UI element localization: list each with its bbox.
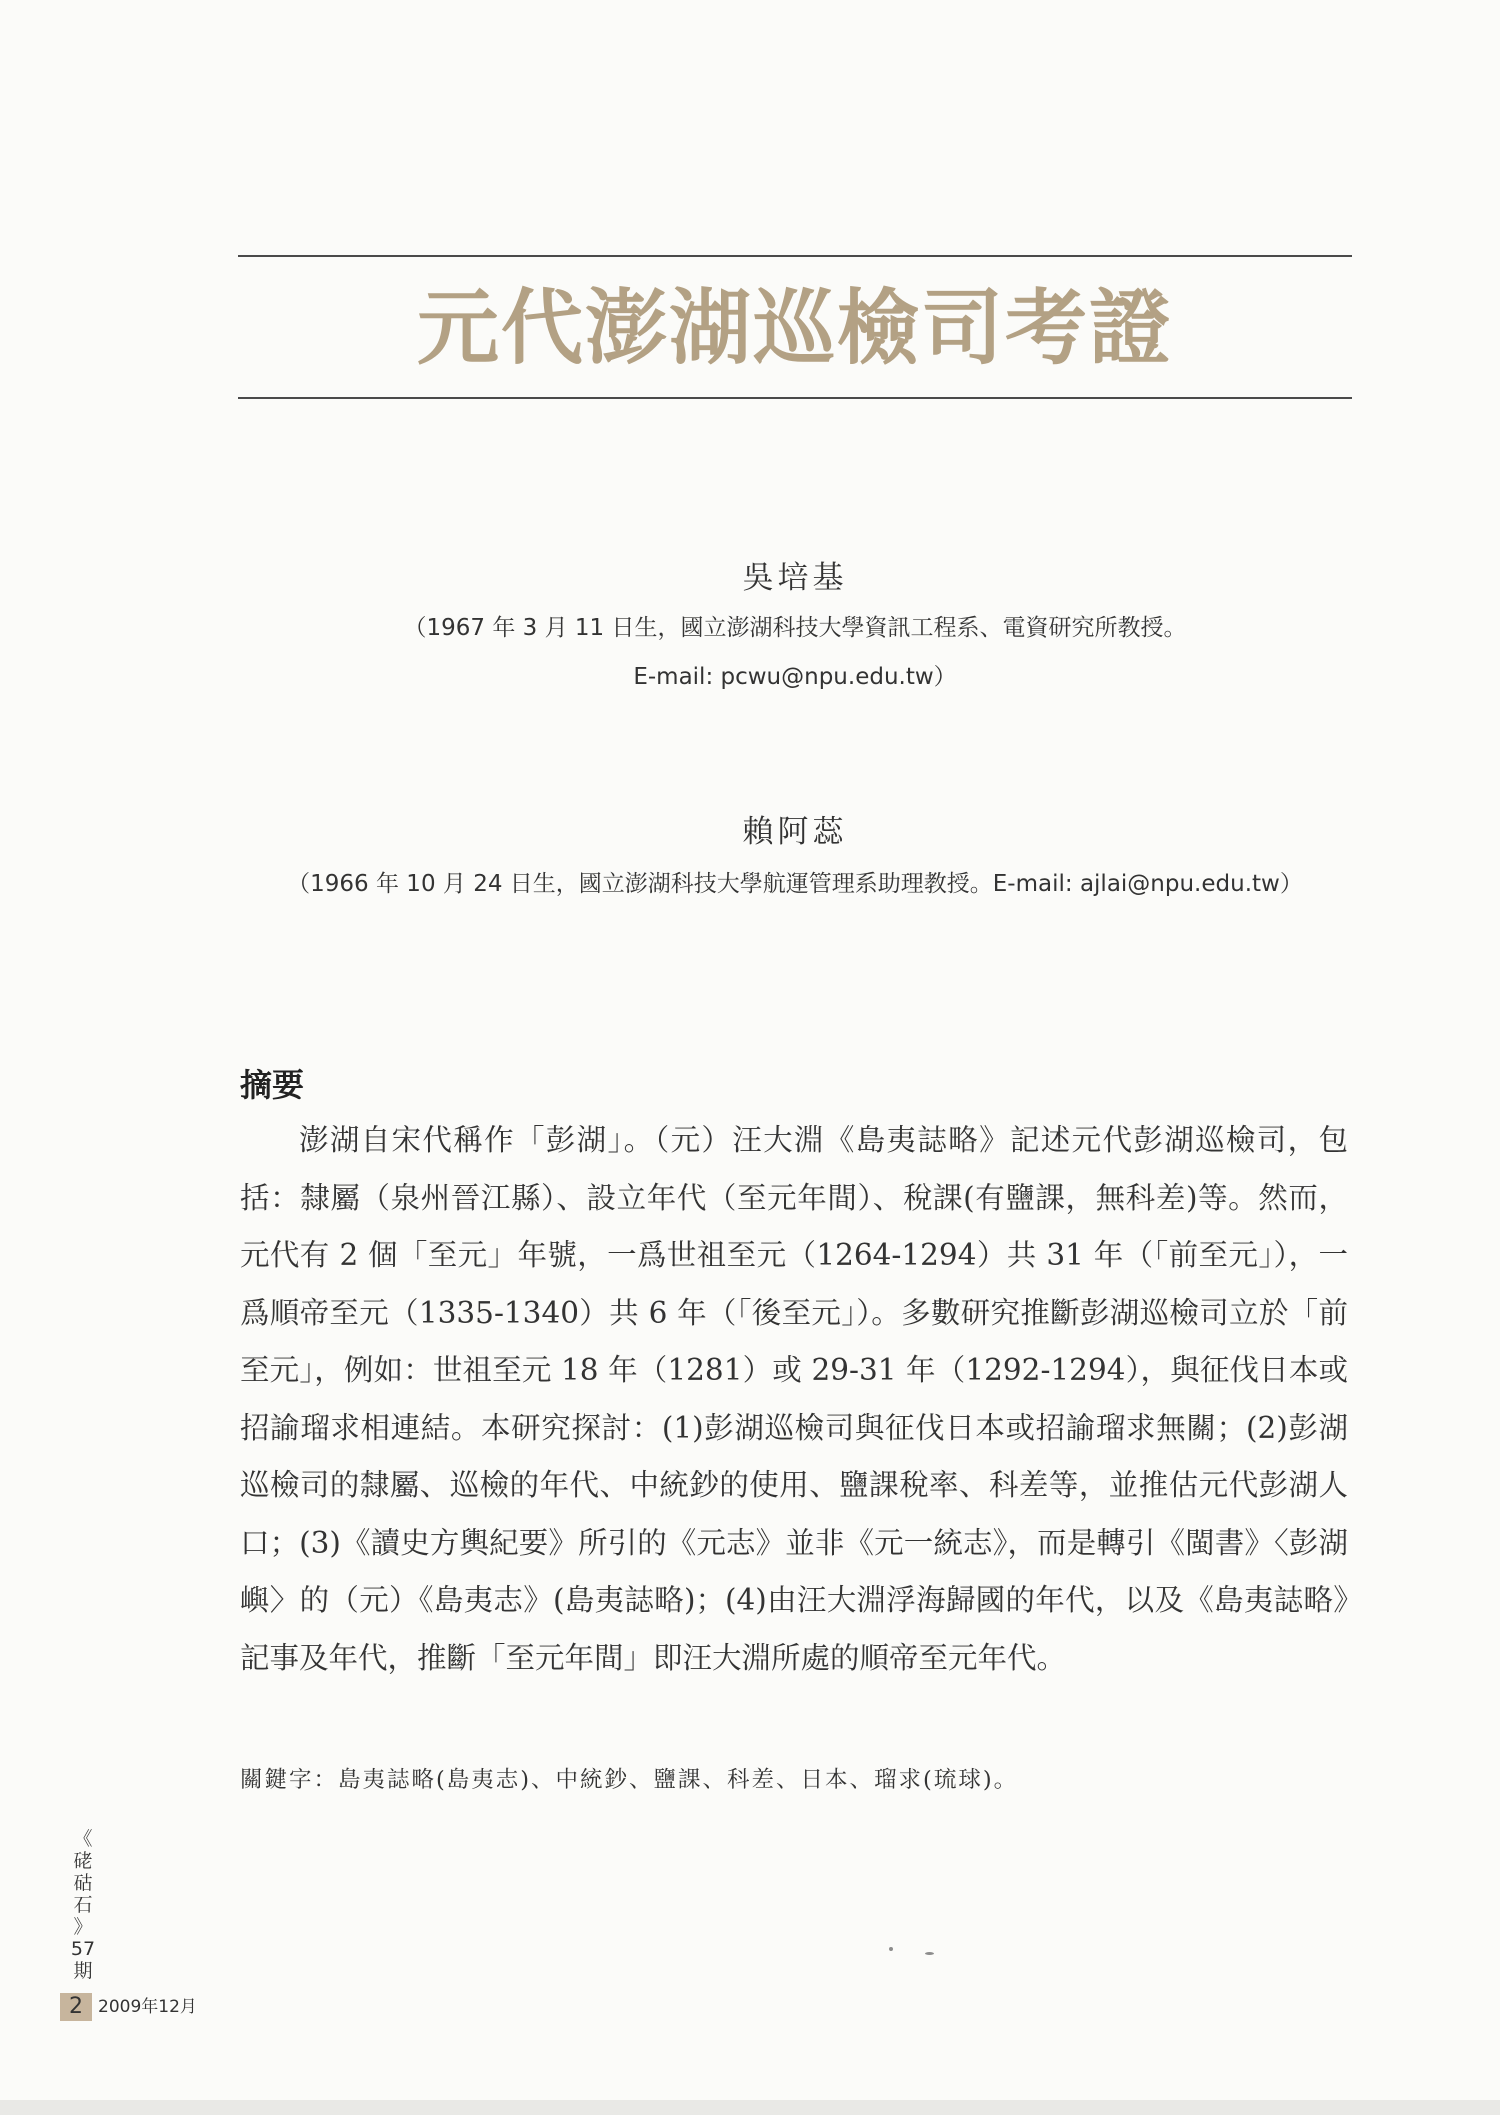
scan-speck: [889, 1947, 893, 1951]
author-name-1: 吳培基: [742, 560, 848, 596]
journal-char: 《: [73, 1828, 93, 1850]
journal-issue: 57: [70, 1938, 96, 1960]
scan-bottom-edge: [0, 2100, 1500, 2115]
article-title: 元代澎湖巡檢司考證: [416, 280, 1173, 376]
author-info-2-line-1: （1966 年 10 月 24 日生，國立澎湖科技大學航運管理系助理教授。E-mail: ajlai@npu.edu.tw）: [287, 871, 1303, 897]
journal-char: 𥑮: [73, 1872, 93, 1894]
title-bottom-rule: [238, 397, 1352, 399]
journal-name-vertical: [70, 1828, 96, 1982]
page-number: 2: [60, 1993, 92, 2021]
journal-char: 硓: [73, 1850, 93, 1872]
journal-char: 期: [73, 1960, 93, 1982]
keywords: 關鍵字：島夷誌略(島夷志)、中統鈔、鹽課、科差、日本、瑠求(琉球)。: [240, 1767, 1019, 1793]
abstract-body: [240, 1112, 1348, 1687]
author-info-1-line-2: E-mail: pcwu@npu.edu.tw）: [633, 664, 957, 690]
author-name-2: 賴阿蕊: [742, 814, 848, 850]
journal-char: 》: [73, 1916, 93, 1938]
journal-char: 石: [73, 1894, 93, 1916]
author-info-1-line-1: （1967 年 3 月 11 日生，國立澎湖科技大學資訊工程系、電資研究所教授。: [403, 615, 1187, 641]
abstract-paragraph: 澎湖自宋代稱作「彭湖」。（元）汪大淵《島夷誌略》記述元代彭湖巡檢司，包括：隸屬（泉州晉江縣）、設立年代（至元年間）、稅課(有鹽課，無科差)等。然而，元代有 2 個「至元」年號，一爲世祖至元（1264-1294）共 31 年（「前至元」），一爲順帝至元（1335-1340）共 6 年（「後至元」）。多數研究推斷彭湖巡檢司立於「前至元」，例如：世祖至元 18 年（1281）或 29-31 年（1292-1294），與征伐日本或招諭瑠求相連結。本研究探討：(1)彭湖巡檢司與征伐日本或招諭瑠求無關；(2)彭湖巡檢司的隸屬、巡檢的年代、中統鈔的使用、鹽課稅率、科差等，並推估元代彭湖人口；(3)《讀史方輿紀要》所引的《元志》並非《元一統志》，而是轉引《閩書》〈彭湖嶼〉的（元）《島夷志》(島夷誌略)；(4)由汪大淵浮海歸國的年代，以及《島夷誌略》記事及年代，推斷「至元年間」即汪大淵所處的順帝至元年代。: [240, 1123, 1348, 1675]
abstract-heading: 摘要: [240, 1066, 305, 1104]
publication-date: 2009年12月: [98, 1997, 197, 2017]
title-top-rule: [238, 255, 1352, 257]
scan-speck: [925, 1952, 934, 1955]
